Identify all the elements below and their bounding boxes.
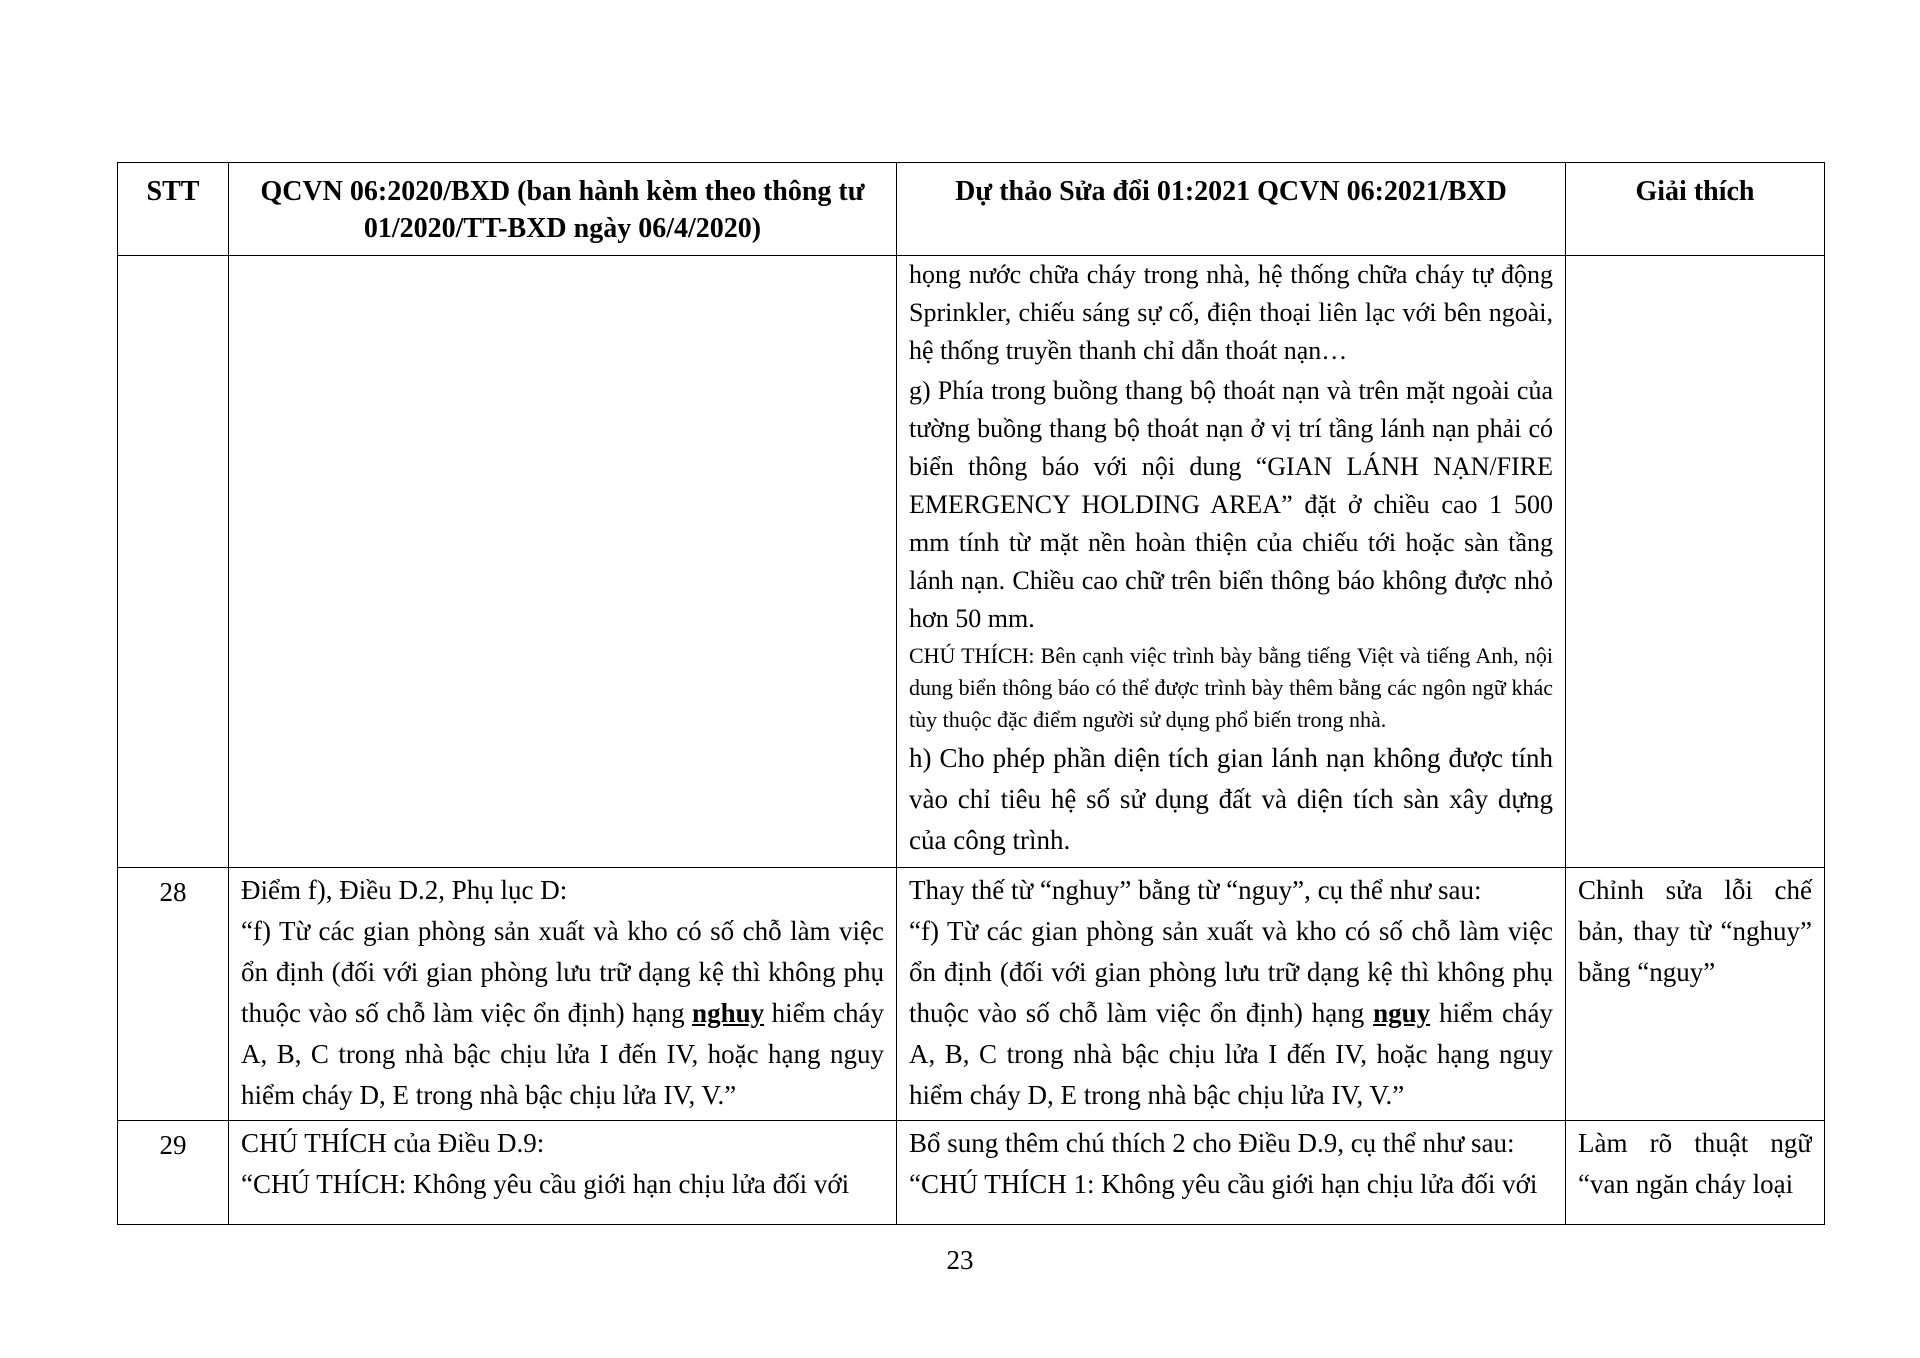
cell-stt (118, 1121, 229, 1225)
table-header-row (118, 163, 1825, 256)
cell-draft-continued (897, 256, 1566, 868)
new-text-part: “f) Từ các gian phòng sản xuất và kho có số chỗ làm việc ổn định (đối với gian phòng lưu trữ dạng kệ thì không phụ thuộc vào số chỗ làm việc ổn định) hạng (909, 916, 1553, 1028)
header-old-regulation: QCVN 06:2020/BXD (ban hành kèm theo thông tư 01/2020/TT-BXD ngày 06/4/2020) (229, 163, 897, 256)
cell-explain-empty (1566, 256, 1825, 868)
cell-explanation: Chỉnh sửa lỗi chế bản, thay từ “nghuy” bằng “nguy” (1566, 868, 1825, 1121)
table-row (118, 868, 1825, 1121)
cell-old-regulation (229, 868, 897, 1121)
cell-explanation (1566, 1121, 1825, 1225)
paragraph-h: h) Cho phép phần diện tích gian lánh nạn không được tính vào chỉ tiêu hệ số sử dụng đất và diện tích sàn xây dựng của công trình. (909, 743, 1553, 855)
new-text-part: hiểm cháy A, B, C trong nhà bậc chịu lửa I đến IV, hoặc hạng nguy hiểm cháy D, E trong nhà bậc chịu lửa IV, V.” (909, 998, 1553, 1110)
note-text: CHÚ THÍCH: Bên cạnh việc trình bày bằng tiếng Việt và tiếng Anh, nội dung biển thông báo có thể được trình bày thêm bằng các ngôn ngữ khác tùy thuộc đặc điểm người sử dụng phổ biến trong nhà. (909, 643, 1553, 732)
table-row (118, 1121, 1825, 1225)
cell-clip (909, 1123, 1553, 1211)
paragraph-equipment: họng nước chữa cháy trong nhà, hệ thống chữa cháy tự động Sprinkler, chiếu sáng sự cố, điện thoại liên lạc với bên ngoài, hệ thống truyền thanh chỉ dẫn thoát nạn… (909, 260, 1553, 365)
new-text: “CHÚ THÍCH 1: Không yêu cầu giới hạn chịu lửa đối với (909, 1169, 1538, 1199)
cell-stt-text: 29 (159, 1130, 187, 1160)
old-text: “CHÚ THÍCH: Không yêu cầu giới hạn chịu lửa đối với (241, 1169, 850, 1199)
new-title: Bổ sung thêm chú thích 2 cho Điều D.9, cụ thể như sau: (909, 1128, 1515, 1158)
cell-draft-amendment (897, 1121, 1566, 1225)
old-title: Điểm f), Điều D.2, Phụ lục D: (241, 875, 568, 905)
new-title: Thay thế từ “nghuy” bằng từ “nguy”, cụ thể như sau: (909, 875, 1482, 905)
cell-stt-empty (118, 256, 229, 868)
paragraph-g: g) Phía trong buồng thang bộ thoát nạn và trên mặt ngoài của tường buồng thang bộ thoát nạn ở vị trí tầng lánh nạn phải có biển thông báo với nội dung “GIAN LÁNH NẠN/FIRE EMERGENCY HOLDING AREA” đặt ở chiều cao 1 500 mm tính từ mặt nền hoàn thiện của chiếu tới hoặc sàn tầng lánh nạn. Chiều cao chữ trên biển thông báo không được nhỏ hơn 50 mm. (909, 376, 1553, 633)
page-number: 23 (946, 1245, 974, 1275)
table-row-continued (118, 256, 1825, 868)
explanation-text: Làm rõ thuật ngữ “van ngăn cháy loại (1578, 1128, 1812, 1199)
new-keyword: nguy (1373, 998, 1431, 1028)
header-stt: STT (118, 163, 229, 256)
old-keyword: nghuy (692, 998, 765, 1028)
header-draft-amendment: Dự thảo Sửa đổi 01:2021 QCVN 06:2021/BXD (897, 163, 1566, 256)
cell-old-regulation (229, 1121, 897, 1225)
document-page (117, 162, 1824, 1225)
cell-draft-amendment (897, 868, 1566, 1121)
old-title: CHÚ THÍCH của Điều D.9: (241, 1128, 545, 1158)
comparison-table (117, 162, 1825, 1225)
old-text (241, 911, 884, 1116)
new-text (909, 911, 1553, 1116)
cell-old-empty (229, 256, 897, 868)
old-text-part: “f) Từ các gian phòng sản xuất và kho có số chỗ làm việc ổn định (đối với gian phòng lưu trữ dạng kệ thì không phụ thuộc vào số chỗ làm việc ổn định) hạng (241, 916, 884, 1028)
header-explanation: Giải thích (1566, 163, 1825, 256)
cell-stt: 28 (118, 868, 229, 1121)
cell-clip (241, 1123, 884, 1211)
old-text-part: hiểm cháy A, B, C trong nhà bậc chịu lửa I đến IV, hoặc hạng nguy hiểm cháy D, E trong nhà bậc chịu lửa IV, V.” (241, 998, 884, 1110)
